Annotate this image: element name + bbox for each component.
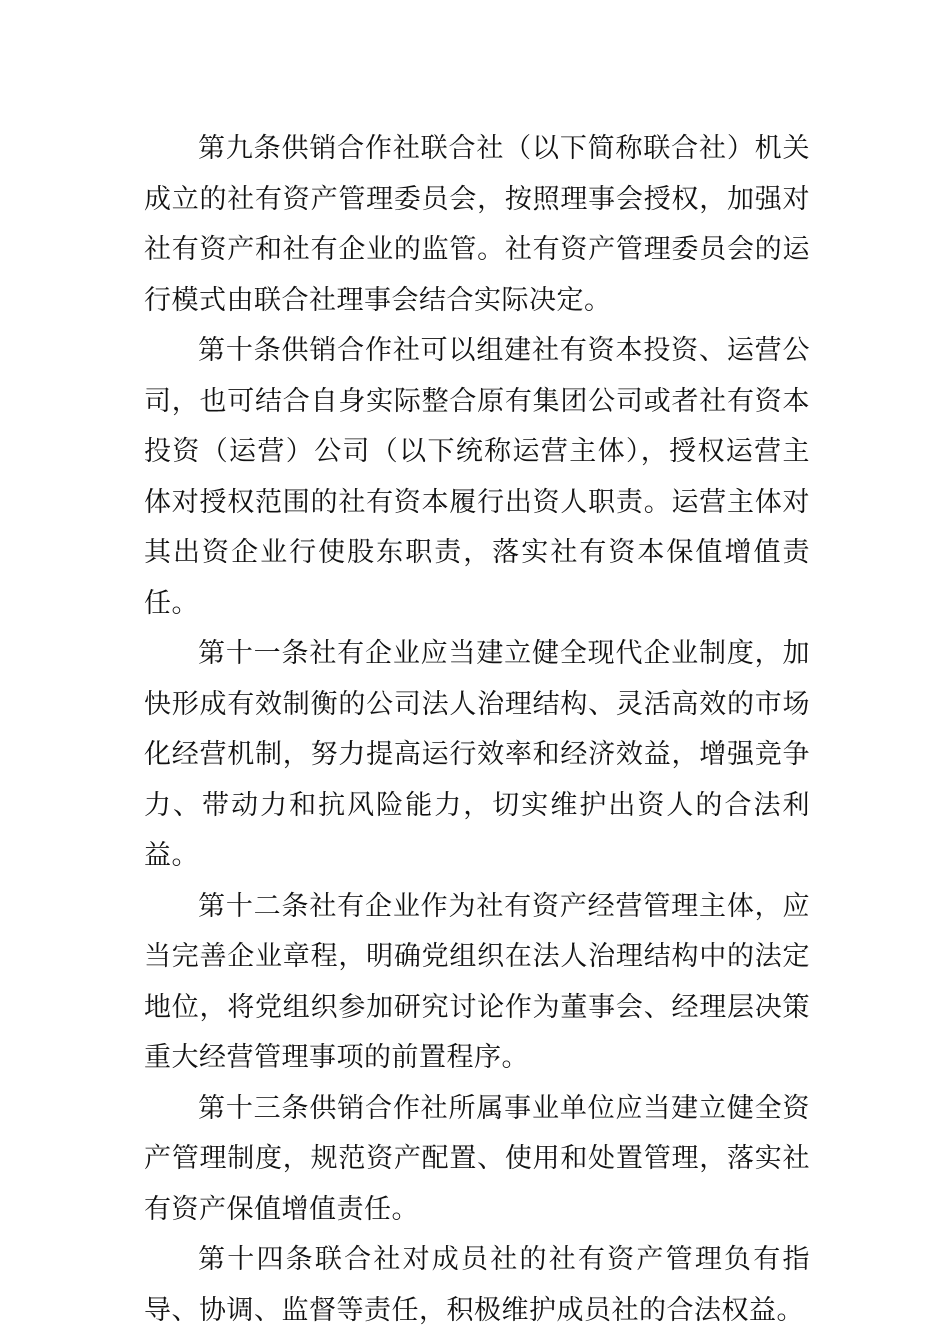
document-body (144, 124, 810, 1336)
article-10-paragraph: 第十条供销合作社可以组建社有资本投资、运营公司，也可结合自身实际整合原有集团公司或者社有资本投资（运营）公司（以下统称运营主体），授权运营主体对授权范围的社有资本履行出资人职责。运营主体对其出资企业行使股东职责，落实社有资本保值增值责任。 (144, 335, 810, 619)
article-13-paragraph: 第十三条供销合作社所属事业单位应当建立健全资产管理制度，规范资产配置、使用和处置管理，落实社有资产保值增值责任。 (144, 1092, 810, 1225)
article-12-paragraph: 第十二条社有企业作为社有资产经营管理主体，应当完善企业章程，明确党组织在法人治理结构中的法定地位，将党组织参加研究讨论作为董事会、经理层决策重大经营管理事项的前置程序。 (144, 890, 810, 1073)
article-14-paragraph: 第十四条联合社对成员社的社有资产管理负有指导、协调、监督等责任，积极维护成员社的合法权益。 (144, 1244, 810, 1326)
article-11-paragraph: 第十一条社有企业应当建立健全现代企业制度，加快形成有效制衡的公司法人治理结构、灵活高效的市场化经营机制，努力提高运行效率和经济效益，增强竞争力、带动力和抗风险能力，切实维护出资人的合法利益。 (144, 638, 810, 871)
article-9-paragraph: 第九条供销合作社联合社（以下简称联合社）机关成立的社有资产管理委员会，按照理事会授权，加强对社有资产和社有企业的监管。社有资产管理委员会的运行模式由联合社理事会结合实际决定。 (144, 133, 810, 316)
